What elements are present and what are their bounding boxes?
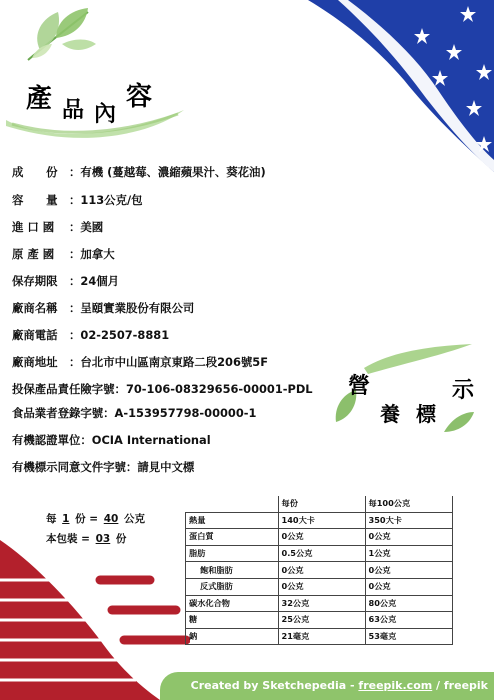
table-row: [186, 612, 453, 629]
brush-stroke-decoration: [360, 342, 480, 378]
nutrient-per-serving: 140大卡: [278, 512, 365, 529]
table-header-per-serving: 每份: [278, 496, 365, 512]
info-label: 廠商名稱: [12, 301, 58, 315]
nutrient-per-100g: 53毫克: [365, 628, 452, 645]
nutrient-name: 脂肪: [186, 545, 279, 562]
info-separator: ：: [69, 193, 81, 207]
package-servings-unit: 份: [115, 533, 127, 545]
nutrient-per-100g: 80公克: [365, 595, 452, 612]
table-row: [186, 529, 453, 546]
nutrient-name: 飽和脂肪: [186, 562, 279, 579]
info-separator: ：: [69, 247, 81, 261]
nutrition-title-char: 營: [348, 374, 371, 399]
info-row-origin-country: [12, 247, 115, 261]
serving-per-number: 1: [62, 513, 70, 525]
info-separator: ：: [69, 165, 81, 179]
info-row-organic-certifier: [12, 433, 211, 447]
nutrient-per-serving: 0公克: [278, 578, 365, 595]
info-row-company-phone: [12, 328, 169, 342]
nutrient-per-100g: 0公克: [365, 578, 452, 595]
info-row-import-country: [12, 220, 103, 234]
info-row-organic-consent: [12, 460, 194, 474]
serving-per-unit: 份 =: [75, 513, 99, 525]
info-value: 加拿大: [80, 247, 115, 261]
info-value: 113公克/包: [80, 193, 143, 207]
info-label: 原 產 國: [12, 247, 55, 261]
nutrient-per-100g: 0公克: [365, 529, 452, 546]
info-label: 廠商地址: [12, 355, 58, 369]
info-label: 進 口 國: [12, 220, 55, 234]
nutrition-title-char: 示: [452, 378, 475, 403]
info-separator: ：: [69, 274, 81, 288]
nutrition-table: [185, 496, 453, 645]
info-value: 美國: [80, 220, 104, 234]
info-row-ingredients: [12, 165, 266, 179]
credit-text: [191, 679, 488, 692]
nutrient-name: 鈉: [186, 628, 279, 645]
info-value: OCIA International: [91, 433, 211, 447]
nutrient-name: 糖: [186, 612, 279, 629]
info-value: 有機 (蔓越莓、濃縮蘋果汁、葵花油): [80, 165, 266, 179]
nutrient-per-serving: 21毫克: [278, 628, 365, 645]
info-separator: ：: [103, 406, 115, 420]
page-title-char: 品: [62, 98, 85, 123]
info-value: 24個月: [80, 274, 120, 288]
red-stripe-corner-decoration: [0, 520, 190, 700]
table-row: [186, 628, 453, 645]
info-separator: ：: [125, 460, 138, 474]
info-label: 有機認證單位: [12, 433, 81, 447]
nutrient-name: 蛋白質: [186, 529, 279, 546]
page-title-char: 內: [94, 102, 117, 127]
table-row: [186, 562, 453, 579]
servings-per-package-line: [46, 531, 126, 546]
info-separator: ：: [69, 355, 81, 369]
info-value: 02-2507-8881: [80, 328, 170, 342]
table-header-row: [186, 496, 453, 512]
table-header-empty: [186, 496, 279, 512]
info-value: 台北市中山區南京東路二段206號5F: [80, 355, 268, 369]
info-separator: ：: [69, 220, 81, 234]
info-separator: ：: [69, 328, 81, 342]
info-row-liability-insurance: [12, 382, 313, 396]
serving-weight-number: 40: [103, 513, 119, 525]
info-separator: ：: [80, 433, 92, 447]
info-row-company-address: [12, 355, 268, 369]
info-label: 成 份: [12, 165, 58, 179]
credit-bar: [160, 672, 494, 700]
info-label: 投保產品責任險字號: [12, 382, 115, 396]
nutrient-name: 熱量: [186, 512, 279, 529]
table-row: [186, 512, 453, 529]
nutrient-name: 反式脂肪: [186, 578, 279, 595]
nutrient-per-100g: 1公克: [365, 545, 452, 562]
serving-size-line: [46, 511, 145, 526]
table-row: [186, 578, 453, 595]
nutrient-per-100g: 350大卡: [365, 512, 452, 529]
page-title-char: 產: [26, 84, 53, 114]
nutrition-title-char: 養: [380, 402, 400, 426]
info-label: 廠商電話: [12, 328, 58, 342]
blue-star-corner-decoration: [308, 0, 494, 172]
nutrition-title-char: 標: [416, 402, 436, 426]
table-row: [186, 595, 453, 612]
nutrient-per-serving: 25公克: [278, 612, 365, 629]
nutrient-per-serving: 32公克: [278, 595, 365, 612]
credit-link[interactable]: freepik.com: [358, 679, 433, 692]
info-label: 有機標示同意文件字號: [12, 460, 126, 474]
info-label: 容 量: [12, 193, 58, 207]
info-row-company-name: [12, 301, 194, 315]
info-separator: ：: [69, 301, 81, 315]
info-label: 食品業者登錄字號: [12, 406, 104, 420]
credit-prefix: Created by Sketchepedia -: [190, 679, 359, 692]
table-header-per-100g: 每100公克: [365, 496, 452, 512]
nutrient-per-serving: 0公克: [278, 529, 365, 546]
package-prefix: 本包裝 =: [46, 533, 90, 545]
info-value: 70-106-08329656-00001-PDL: [125, 382, 313, 396]
info-label: 保存期限: [12, 274, 58, 288]
serving-per-prefix: 每: [46, 513, 57, 525]
info-row-food-registration: [12, 406, 256, 420]
info-value: A-153957798-00000-1: [114, 406, 257, 420]
nutrient-per-100g: 0公克: [365, 562, 452, 579]
nutrient-per-100g: 63公克: [365, 612, 452, 629]
page-title-char: 容: [126, 82, 153, 112]
info-value: 請見中文標: [137, 460, 195, 474]
nutrient-per-serving: 0公克: [278, 562, 365, 579]
info-separator: ：: [114, 382, 126, 396]
info-row-capacity: [12, 193, 143, 207]
leaf-icon: [22, 4, 100, 66]
info-value: 呈頤實業股份有限公司: [80, 301, 195, 315]
info-row-shelf-life: [12, 274, 119, 288]
serving-weight-unit: 公克: [124, 513, 146, 525]
leaf-icon: [442, 408, 476, 436]
package-servings-number: 03: [95, 533, 111, 545]
credit-suffix: / freepik: [432, 679, 488, 692]
nutrient-per-serving: 0.5公克: [278, 545, 365, 562]
nutrient-name: 碳水化合物: [186, 595, 279, 612]
table-row: [186, 545, 453, 562]
